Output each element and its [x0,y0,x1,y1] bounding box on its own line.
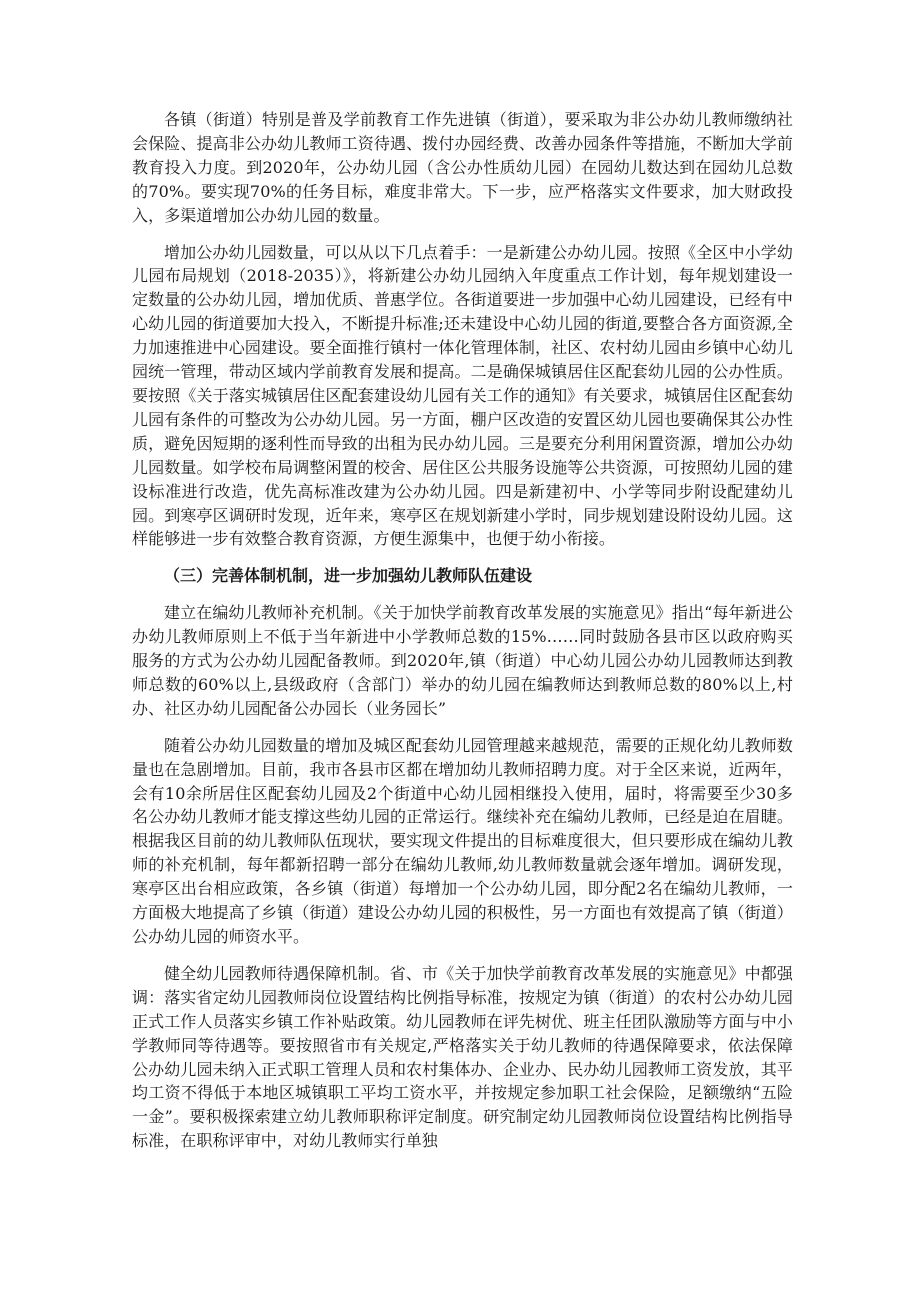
paragraph-1: 各镇（街道）特别是普及学前教育工作先进镇（街道），要采取为非公办幼儿教师缴纳社会保险、提高非公办幼儿教师工资待遇、拨付办园经费、改善办园条件等措施，不断加大学前教育投入力度。到2020年，公办幼儿园（含公办性质幼儿园）在园幼儿数达到在园幼儿总数的70%。要实现70%的任务目标，难度非常大。下一步，应严格落实文件要求，加大财政投入，多渠道增加公办幼儿园的数量。 [132,110,793,225]
section-heading: （三）完善体制机制，进一步加强幼儿教师队伍建设 [164,566,533,586]
paragraph-4: 随着公办幼儿园数量的增加及城区配套幼儿园管理越来越规范，需要的正规化幼儿教师数量也在急剧增加。目前，我市各县市区都在增加幼儿教师招聘力度。对于全区来说，近两年，会有10余所居住区配套幼儿园及2个街道中心幼儿园相继投入使用，届时，将需要至少30多名公办幼儿教师才能支撑这些幼儿园的正常运行。继续补充在编幼儿教师，已经是迫在眉睫。根据我区目前的幼儿教师队伍现状，要实现文件提出的目标难度很大，但只要形成在编幼儿教师的补充机制，每年都新招聘一部分在编幼儿教师,幼儿教师数量就会逐年增加。调研发现，寒亭区出台相应政策，各乡镇（街道）每增加一个公办幼儿园，即分配2名在编幼儿教师，一方面极大地提高了乡镇（街道）建设公办幼儿园的积极性，另一方面也有效提高了镇（街道）公办幼儿园的师资水平。 [132,735,793,946]
document-page [132,108,793,1153]
paragraph-3: 建立在编幼儿教师补充机制。《关于加快学前教育改革发展的实施意见》指出“每年新进公办幼儿教师原则上不低于当年新进中小学教师总数的15%……同时鼓励各县市区以政府购买服务的方式为公办幼儿园配备教师。到2020年,镇（街道）中心幼儿园公办幼儿园教师达到教师总数的60%以上,县级政府（含部门）举办的幼儿园在编教师达到教师总数的80%以上,村办、社区办幼儿园配备公办园长（业务园长” [132,603,793,718]
paragraph-5: 健全幼儿园教师待遇保障机制。省、市《关于加快学前教育改革发展的实施意见》中都强调：落实省定幼儿园教师岗位设置结构比例指导标准，按规定为镇（街道）的农村公办幼儿园正式工作人员落实乡镇工作补贴政策。幼儿园教师在评先树优、班主任团队激励等方面与中小学教师同等待遇等。要按照省市有关规定,严格落实关于幼儿教师的待遇保障要求，依法保障公办幼儿园未纳入正式职工管理人员和农村集体办、企业办、民办幼儿园教师工资发放，其平均工资不得低于本地区城镇职工平均工资水平，并按规定参加职工社会保险，足额缴纳“五险一金”。要积极探索建立幼儿教师职称评定制度。研究制定幼儿园教师岗位设置结构比例指导标准，在职称评审中，对幼儿教师实行单独 [132,963,793,1151]
paragraph-2: 增加公办幼儿园数量，可以从以下几点着手：一是新建公办幼儿园。按照《全区中小学幼儿园布局规划（2018-2035）》，将新建公办幼儿园纳入年度重点工作计划，每年规划建设一定数量的公办幼儿园，增加优质、普惠学位。各街道要进一步加强中心幼儿园建设，已经有中心幼儿园的街道要加大投入，不断提升标准;还未建设中心幼儿园的街道,要整合各方面资源,全力加速推进中心园建设。要全面推行镇村一体化管理体制，社区、农村幼儿园由乡镇中心幼儿园统一管理，带动区域内学前教育发展和提高。二是确保城镇居住区配套幼儿园的公办性质。要按照《关于落实城镇居住区配套建设幼儿园有关工作的通知》有关要求，城镇居住区配套幼儿园有条件的可整改为公办幼儿园。另一方面，棚户区改造的安置区幼儿园也要确保其公办性质，避免因短期的逐利性而导致的出租为民办幼儿园。三是要充分利用闲置资源，增加公办幼儿园数量。如学校布局调整闲置的校舍、居住区公共服务设施等公共资源，可按照幼儿园的建设标准进行改造，优先高标准改建为公办幼儿园。四是新建初中、小学等同步附设配建幼儿园。到寒亭区调研时发现，近年来，寒亭区在规划新建小学时，同步规划建设附设幼儿园。这样能够进一步有效整合教育资源，方便生源集中，也便于幼小衔接。 [132,242,793,549]
